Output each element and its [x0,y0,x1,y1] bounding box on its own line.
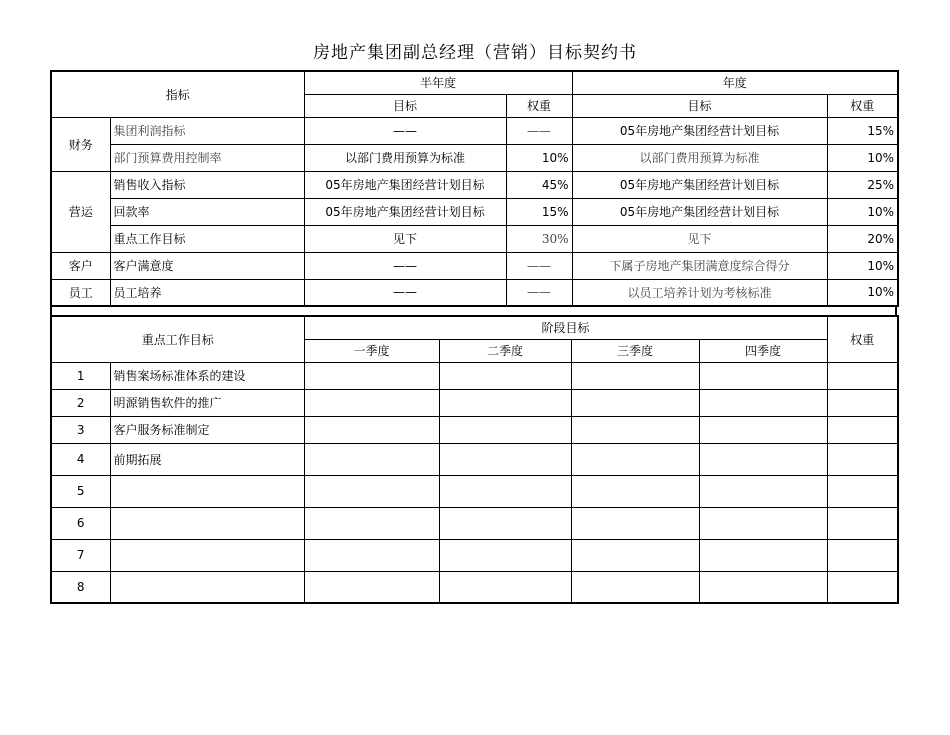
half-target: 05年房地产集团经营计划目标 [304,171,506,198]
row-number: 7 [51,539,110,571]
row-number: 5 [51,475,110,507]
half-weight: 45% [506,171,572,198]
header-year-target: 目标 [572,94,827,117]
row-name: 部门预算费用控制率 [110,144,304,171]
q4-cell [699,389,827,416]
table-row [51,144,898,171]
year-target: 以部门费用预算为标准 [572,144,827,171]
row-number: 1 [51,362,110,389]
half-target: —— [304,279,506,306]
q3-cell [571,443,699,475]
category-operations: 营运 [51,171,110,252]
row-name: 客户满意度 [110,252,304,279]
table-row [51,475,898,507]
year-weight: 10% [827,279,898,306]
year-weight: 20% [827,225,898,252]
header-indicator: 指标 [51,71,304,117]
q4-cell [699,475,827,507]
header-half-year: 半年度 [304,71,572,94]
table-row [51,507,898,539]
q1-cell [304,539,439,571]
table-row [51,416,898,443]
table-row [51,225,898,252]
table-row [51,571,898,603]
year-weight: 25% [827,171,898,198]
year-weight: 15% [827,117,898,144]
row-name: 明源销售软件的推广 [110,389,304,416]
q4-cell [699,539,827,571]
q3-cell [571,389,699,416]
q4-cell [699,416,827,443]
weight-cell [827,507,898,539]
half-target: —— [304,117,506,144]
header-annual: 年度 [572,71,898,94]
year-target: 05年房地产集团经营计划目标 [572,117,827,144]
year-target: 以员工培养计划为考核标准 [572,279,827,306]
row-name [110,539,304,571]
row-name: 回款率 [110,198,304,225]
q1-cell [304,475,439,507]
row-name [110,475,304,507]
row-name: 客户服务标准制定 [110,416,304,443]
header-key-work: 重点工作目标 [51,316,304,362]
header-half-weight: 权重 [506,94,572,117]
year-target: 05年房地产集团经营计划目标 [572,198,827,225]
table-separator [50,306,897,315]
q1-cell [304,389,439,416]
row-number: 6 [51,507,110,539]
q2-cell [439,571,571,603]
row-name: 集团利润指标 [110,117,304,144]
q3-cell [571,362,699,389]
q3-cell [571,507,699,539]
half-target: 以部门费用预算为标准 [304,144,506,171]
q2-cell [439,475,571,507]
category-staff: 员工 [51,279,110,306]
category-customer: 客户 [51,252,110,279]
year-weight: 10% [827,198,898,225]
row-number: 3 [51,416,110,443]
q4-cell [699,443,827,475]
q3-cell [571,571,699,603]
half-target: —— [304,252,506,279]
q2-cell [439,443,571,475]
header-q3: 三季度 [571,339,699,362]
year-weight: 10% [827,252,898,279]
weight-cell [827,571,898,603]
row-name: 销售案场标准体系的建设 [110,362,304,389]
half-weight: —— [506,117,572,144]
q2-cell [439,507,571,539]
indicator-table [50,70,899,307]
year-target: 05年房地产集团经营计划目标 [572,171,827,198]
q2-cell [439,539,571,571]
row-name [110,507,304,539]
header-year-weight: 权重 [827,94,898,117]
weight-cell [827,389,898,416]
table-row [51,252,898,279]
header-stage: 阶段目标 [304,316,827,339]
category-finance: 财务 [51,117,110,171]
row-number: 4 [51,443,110,475]
half-target: 见下 [304,225,506,252]
table-row [51,443,898,475]
weight-cell [827,443,898,475]
half-target: 05年房地产集团经营计划目标 [304,198,506,225]
q1-cell [304,571,439,603]
row-name: 销售收入指标 [110,171,304,198]
year-weight: 10% [827,144,898,171]
q1-cell [304,507,439,539]
q4-cell [699,362,827,389]
year-target: 下属子房地产集团满意度综合得分 [572,252,827,279]
half-weight: —— [506,252,572,279]
header-q4: 四季度 [699,339,827,362]
half-weight: —— [506,279,572,306]
key-work-table [50,315,899,604]
q2-cell [439,389,571,416]
row-name: 前期拓展 [110,443,304,475]
q3-cell [571,416,699,443]
header-half-target: 目标 [304,94,506,117]
header-q1: 一季度 [304,339,439,362]
row-number: 8 [51,571,110,603]
q2-cell [439,362,571,389]
table-row [51,198,898,225]
q4-cell [699,507,827,539]
q1-cell [304,362,439,389]
table-row [51,362,898,389]
table-row [51,279,898,306]
header-q2: 二季度 [439,339,571,362]
table-row [51,171,898,198]
row-name: 员工培养 [110,279,304,306]
header-weight: 权重 [827,316,898,362]
q2-cell [439,416,571,443]
q3-cell [571,539,699,571]
page-title: 房地产集团副总经理（营销）目标契约书 [313,43,637,63]
table-row [51,389,898,416]
weight-cell [827,362,898,389]
q4-cell [699,571,827,603]
weight-cell [827,416,898,443]
row-number: 2 [51,389,110,416]
weight-cell [827,539,898,571]
row-name [110,571,304,603]
year-target: 见下 [572,225,827,252]
row-name: 重点工作目标 [110,225,304,252]
weight-cell [827,475,898,507]
half-weight: 15% [506,198,572,225]
table-row [51,117,898,144]
q1-cell [304,443,439,475]
half-weight: 30% [506,225,572,252]
table-row [51,539,898,571]
q3-cell [571,475,699,507]
half-weight: 10% [506,144,572,171]
q1-cell [304,416,439,443]
